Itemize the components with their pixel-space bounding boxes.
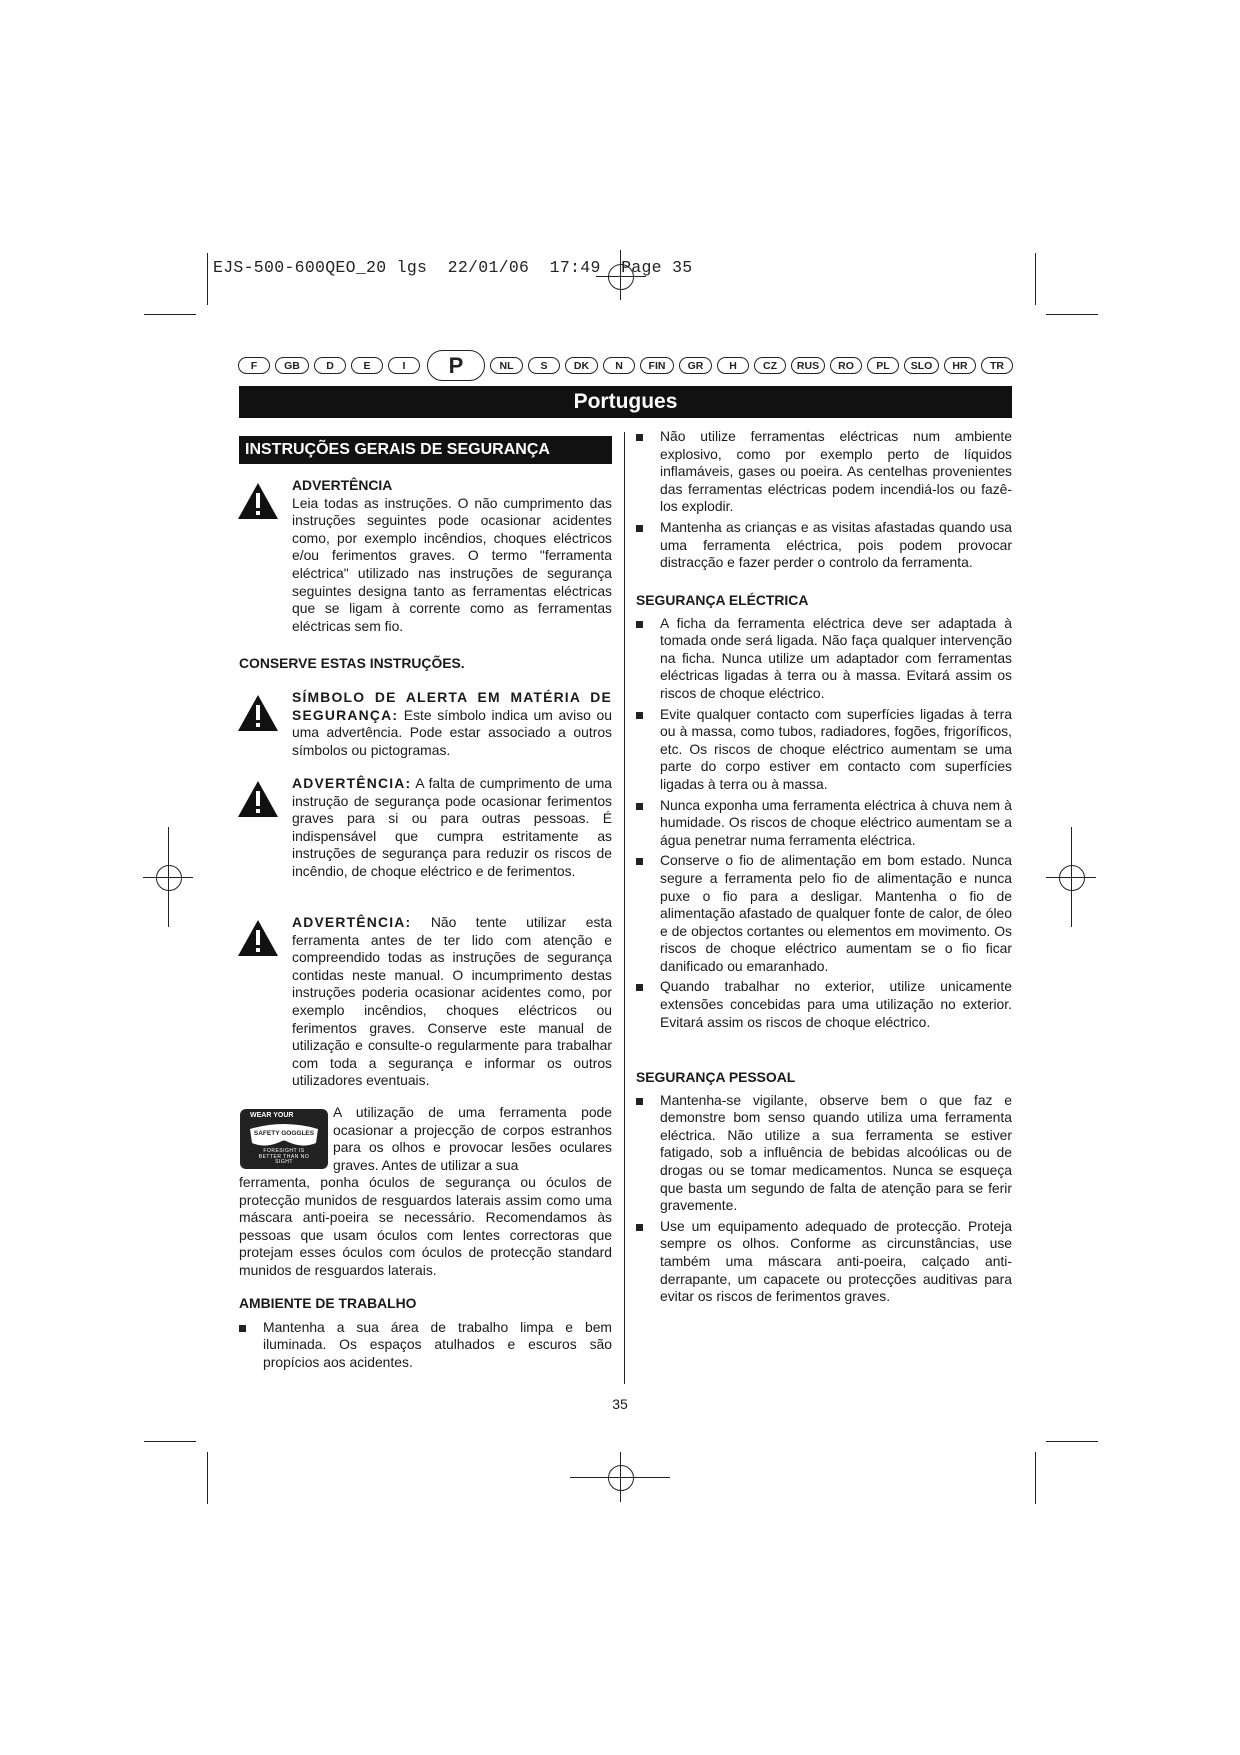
lang-pill: S (528, 357, 560, 374)
warning-heading: SÍMBOLO DE ALERTA EM MATÉRIA DE SEGURANÇA: (292, 689, 612, 723)
lang-pill: GB (275, 357, 309, 374)
lang-pill: PL (867, 357, 899, 374)
crop-mark (1035, 253, 1036, 305)
crop-mark (144, 1441, 196, 1442)
lang-pill: H (717, 357, 749, 374)
list-item: Use um equipamento adequado de protecção. Proteja sempre os olhos. Conforme as circunstâncias, use também uma máscara anti-poeira, calçado anti-derrapante, um capacete ou protecções auditivas para evitar os riscos de ferimentos graves. (636, 1218, 1012, 1306)
warning-text: Não tente utilizar esta ferramenta antes de ter lido com atenção e compreendido todas as instruções de segurança contidas neste manual. O incumprimento destas instruções poderia ocasionar acidentes como, por exemplo incêndios, choques eléctricos ou ferimentos graves. Conserve este manual de utilização e consulte-o regularmente para trabalhar com toda a segurança e informar os outros utilizadores eventuais. (292, 914, 612, 1089)
lang-pill: N (603, 357, 635, 374)
crop-mark (207, 1452, 208, 1504)
list-item: Nunca exponha uma ferramenta eléctrica à chuva nem à humidade. Os riscos de choque eléctrico aumentam se a água penetrar numa ferramenta eléctrica. (636, 797, 1012, 850)
lang-pill: TR (981, 357, 1013, 374)
language-selector (238, 350, 1018, 384)
ambiente-list (239, 1319, 612, 1372)
lang-pill: SLO (904, 357, 939, 374)
list-item: Mantenha as crianças e as visitas afastadas quando usa uma ferramenta eléctrica, pois podem provocar distracção e fazer perder o controlo da ferramenta. (636, 519, 1012, 572)
goggles-label-top: WEAR YOUR (250, 1112, 294, 1119)
lang-pill: RUS (791, 357, 825, 374)
lang-pill: DK (565, 357, 598, 374)
warning-triangle-icon (237, 482, 279, 520)
goggles-label-mid: SAFETY GOGGLES (253, 1130, 315, 1137)
safety-goggles-icon (240, 1109, 328, 1169)
crop-mark (1046, 314, 1098, 315)
list-item: Quando trabalhar no exterior, utilize unicamente extensões concebidas para uma utilização no exterior. Evitará assim os riscos de choque eléctrico. (636, 978, 1012, 1031)
lang-pill: FIN (640, 357, 674, 374)
list-item: Evite qualquer contacto com superfícies ligadas à terra ou à massa, como tubos, radiadores, fogões, frigoríficos, etc. Os riscos de choque eléctrico aumentam se uma parte do corpo estiver em contacto com superfícies ligadas à terra ou à massa. (636, 706, 1012, 794)
warning-triangle-icon (237, 919, 279, 957)
lang-pill: RO (830, 357, 862, 374)
pessoal-list (636, 1092, 1012, 1306)
ambiente-heading: AMBIENTE DE TRABALHO (239, 1295, 417, 1311)
warning-triangle-icon (237, 694, 279, 732)
list-item: Mantenha a sua área de trabalho limpa e bem iluminada. Os espaços atulhados e escuros são propícios aos acidentes. (239, 1319, 612, 1372)
lang-pill: E (351, 357, 383, 374)
lang-pill: GR (679, 357, 712, 374)
goggles-label-bottom: FORESIGHT IS BETTER THAN NO SIGHT (258, 1148, 310, 1165)
conserve-heading: CONSERVE ESTAS INSTRUÇÕES. (239, 655, 465, 671)
lang-pill: F (238, 357, 270, 374)
warning-text: A falta de cumprimento de uma instrução de segurança pode ocasionar ferimentos graves para si ou para outras pessoas. É indispensável que cumpra estritamente as instruções de segurança para reduzir os riscos de incêndio, de choque eléctrico e de ferimentos. (292, 775, 612, 879)
column-divider (624, 432, 625, 1384)
electrica-heading: SEGURANÇA ELÉCTRICA (636, 592, 809, 608)
crop-mark (207, 253, 208, 305)
lang-pill: NL (490, 357, 523, 374)
language-banner: Portugues (239, 386, 1012, 418)
lang-pill-active: P (427, 350, 485, 381)
goggles-text-side: A utilização de uma ferramenta pode ocasionar a projecção de corpos estranhos para os olhos e provocar lesões oculares graves. Antes de utilizar a sua (333, 1104, 612, 1173)
lang-pill: CZ (754, 357, 786, 374)
warning-heading: ADVERTÊNCIA: (292, 775, 412, 791)
list-item: Conserve o fio de alimentação em bom estado. Nunca segure a ferramenta pelo fio de alimentação e nunca puxe o fio para a desligar. Mantenha o fio de alimentação afastado de qualquer fonte de calor, de óleo e de objectos cortantes ou elementos em movimento. Os riscos de choque eléctrico aumentam se o fio ficar danificado ou emaranhado. (636, 852, 1012, 975)
warning-block-1 (292, 477, 612, 635)
warning-heading: ADVERTÊNCIA: (292, 914, 412, 930)
goggles-text-full: ferramenta, ponha óculos de segurança ou óculos de protecção munidos de resguardos laterais assim como uma máscara anti-poeira se necessário. Recomendamos às pessoas que usam óculos com lentes correctoras que protejam esses óculos com óculos de protecção standard munidos de resguardos laterais. (239, 1174, 612, 1278)
lang-pill: I (388, 357, 420, 374)
crop-mark (144, 314, 196, 315)
warning-text: Este símbolo indica um aviso ou uma advertência. Pode estar associado a outros símbolos ou pictogramas. (292, 706, 612, 758)
warning-block-3 (292, 775, 612, 881)
list-item: Mantenha-se vigilante, observe bem o que faz e demonstre bom senso quando utiliza uma ferramenta eléctrica. Não utilize a sua ferramenta se estiver fatigado, sob a influência de bebidas alcoólicas ou de drogas ou se tomar medicamentos. Nunca se esqueça que basta um segundo de falta de atenção para se ferir gravemente. (636, 1092, 1012, 1215)
print-slug: EJS-500-600QEO_20 lgs 22/01/06 17:49 Page 35 (213, 258, 693, 277)
list-item: A ficha da ferramenta eléctrica deve ser adaptada à tomada onde será ligada. Não faça qualquer intervenção na ficha. Nunca utilize um adaptador com ferramentas eléctricas ligadas à terra ou à massa. Evitará assim os riscos de choque eléctrico. (636, 615, 1012, 703)
warning-block-2 (292, 689, 612, 759)
electrica-list (636, 615, 1012, 1032)
crop-mark (1035, 1452, 1036, 1504)
lang-pill: HR (944, 357, 976, 374)
warning-triangle-icon (237, 780, 279, 818)
lang-pill: D (314, 357, 346, 374)
section-title: INSTRUÇÕES GERAIS DE SEGURANÇA (239, 436, 612, 464)
warning-block-4 (292, 914, 612, 1090)
list-item: Não utilize ferramentas eléctricas num ambiente explosivo, como por exemplo perto de líquidos inflamáveis, gases ou poeira. As centelhas provenientes das ferramentas eléctricas podem incendiá-los ou fazê-los explodir. (636, 428, 1012, 516)
page-number: 35 (612, 1396, 628, 1412)
warning-heading: ADVERTÊNCIA (292, 477, 393, 493)
crop-mark (1046, 1441, 1098, 1442)
warning-text: Leia todas as instruções. O não cumprimento das instruções seguintes pode ocasionar acidentes como, por exemplo incêndios, choques eléctricos e/ou ferimentos graves. O termo "ferramenta eléctrica" utilizado nas instruções de segurança seguintes designa tanto as ferramentas eléctricas que se ligam à corrente como as ferramentas eléctricas sem fio. (292, 494, 612, 634)
pessoal-heading: SEGURANÇA PESSOAL (636, 1069, 796, 1085)
top-list (636, 428, 1012, 572)
